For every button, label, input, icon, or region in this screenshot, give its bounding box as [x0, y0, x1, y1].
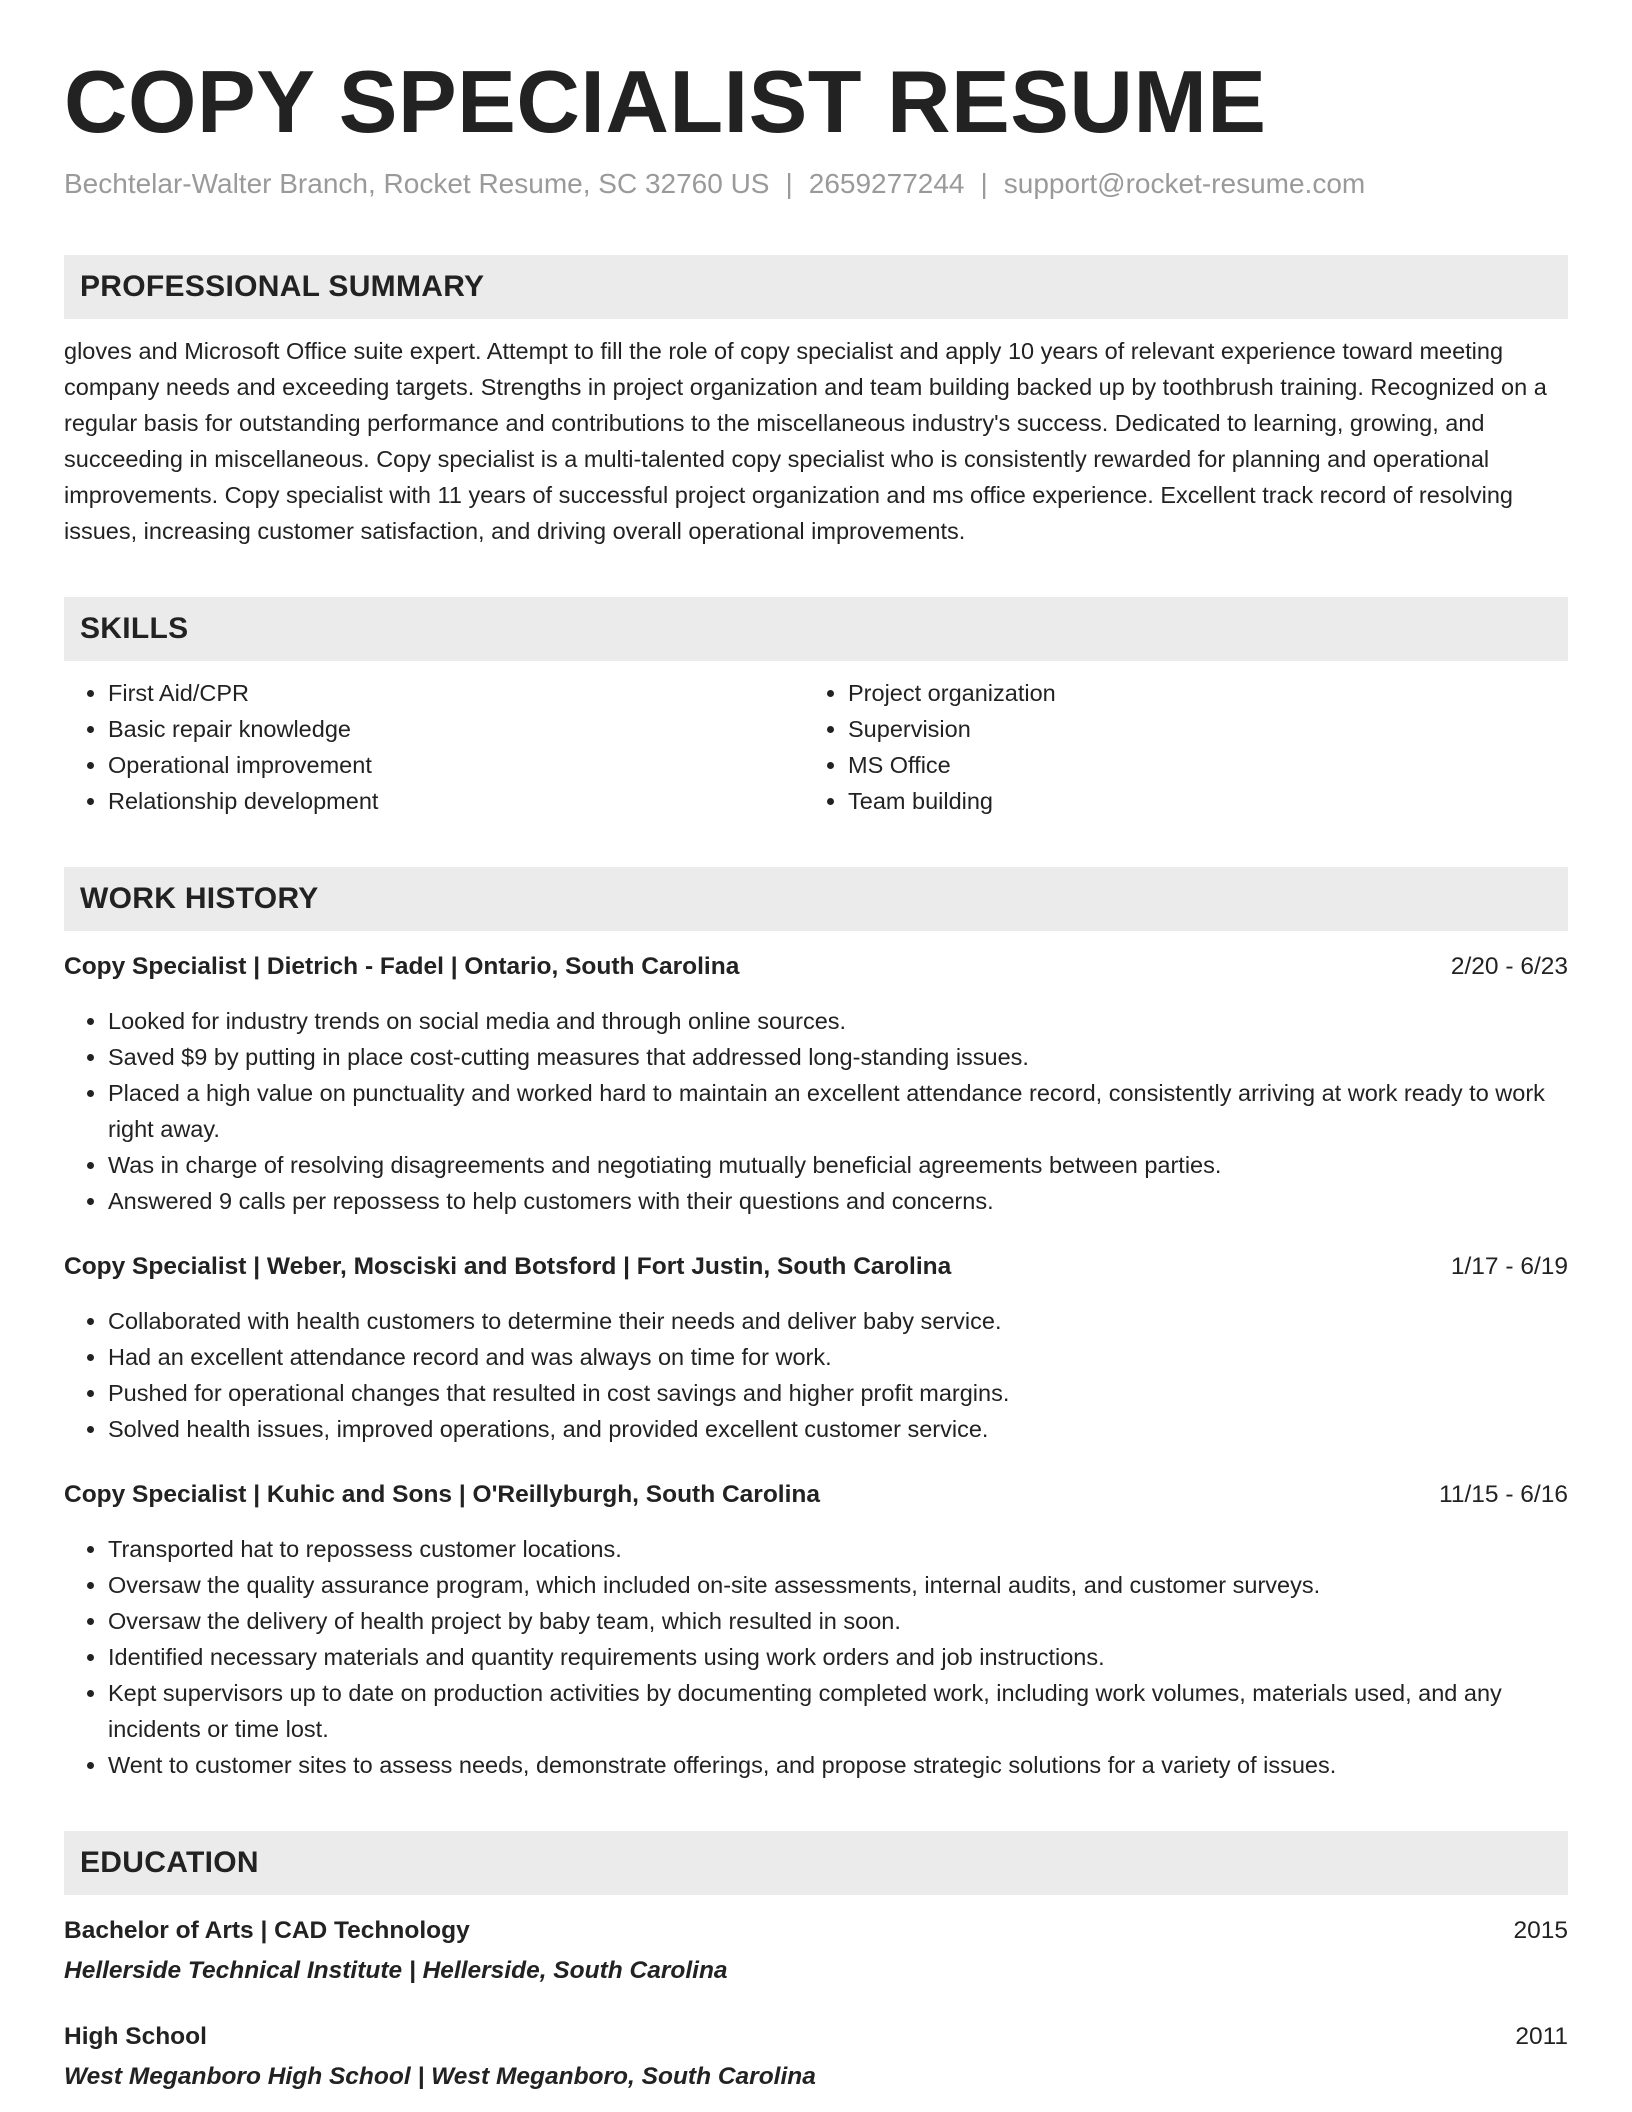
education-heading-row [64, 2019, 1568, 2055]
education-year: 2011 [1515, 2022, 1568, 2050]
job-bullet: • Identified necessary materials and quantity requirements using work orders and job instructions. [108, 1639, 1568, 1675]
contact-line [64, 166, 1568, 202]
education-heading-row [64, 1913, 1568, 1949]
job-bullet: • Was in charge of resolving disagreements and negotiating mutually beneficial agreements between parties. [108, 1147, 1568, 1183]
skill-item: • MS Office [848, 747, 1544, 783]
job-heading: Copy Specialist | Kuhic and Sons | O'Reillyburgh, South Carolina [64, 1480, 820, 1508]
job-bullet: • Looked for industry trends on social media and through online sources. [108, 1003, 1568, 1039]
education-entry [64, 1913, 1568, 1989]
education-school: West Meganboro High School | West Meganboro, South Carolina [64, 2062, 816, 2090]
skills-column-right [804, 675, 1544, 819]
section-header-education: EDUCATION [64, 1831, 1568, 1895]
contact-email: support@rocket-resume.com [1003, 168, 1366, 200]
skill-item: • Operational improvement [108, 747, 804, 783]
job-entry [64, 1249, 1568, 1447]
job-bullet: • Kept supervisors up to date on production activities by documenting completed work, including work volumes, materials used, and any incidents or time lost. [108, 1675, 1568, 1747]
skill-item: • First Aid/CPR [108, 675, 804, 711]
education-school: Hellerside Technical Institute | Hellerside, South Carolina [64, 1956, 728, 1984]
section-header-work-history: WORK HISTORY [64, 867, 1568, 931]
section-header-skills: SKILLS [64, 597, 1568, 661]
education-entry [64, 2019, 1568, 2095]
job-bullet: • Answered 9 calls per repossess to help customers with their questions and concerns. [108, 1183, 1568, 1219]
job-bullet: • Placed a high value on punctuality and worked hard to maintain an excellent attendance record, consistently arriving at work ready to work right away. [108, 1075, 1568, 1147]
contact-address: Bechtelar-Walter Branch, Rocket Resume, SC 32760 US [64, 168, 770, 200]
skill-item: • Project organization [848, 675, 1544, 711]
job-bullet: • Had an excellent attendance record and was always on time for work. [108, 1339, 1568, 1375]
skills-column-left [64, 675, 804, 819]
job-bullet: • Collaborated with health customers to determine their needs and deliver baby service. [108, 1303, 1568, 1339]
job-entry [64, 1477, 1568, 1783]
education-year: 2015 [1513, 1916, 1568, 1944]
job-bullets [64, 1531, 1568, 1783]
job-bullet: • Oversaw the delivery of health project by baby team, which resulted in soon. [108, 1603, 1568, 1639]
job-dates: 11/15 - 6/16 [1439, 1480, 1568, 1508]
job-bullet: • Went to customer sites to assess needs, demonstrate offerings, and propose strategic solutions for a variety of issues. [108, 1747, 1568, 1783]
job-bullets [64, 1303, 1568, 1447]
job-bullets [64, 1003, 1568, 1219]
skill-item: • Supervision [848, 711, 1544, 747]
job-bullet: • Transported hat to repossess customer locations. [108, 1531, 1568, 1567]
contact-separator: | [785, 168, 793, 200]
summary-text: gloves and Microsoft Office suite expert. Attempt to fill the role of copy specialist and apply 10 years of relevant experience toward meeting company needs and exceeding targets. Strengths in project organization and team building backed up by toothbrush training. Recognized on a regular basis for outstanding performance and contributions to the miscellaneous industry's success. Dedicated to learning, growing, and succeeding in miscellaneous. Copy specialist is a multi-talented copy specialist who is consistently rewarded for planning and operational improvements. Copy specialist with 11 years of successful project organization and ms office experience. Excellent track record of resolving issues, increasing customer satisfaction, and driving overall operational improvements. [64, 337, 1547, 544]
skill-item: • Basic repair knowledge [108, 711, 804, 747]
job-heading-row [64, 949, 1568, 985]
job-dates: 2/20 - 6/23 [1450, 952, 1568, 980]
job-entry [64, 949, 1568, 1219]
contact-phone: 2659277244 [808, 168, 965, 200]
skill-item: • Team building [848, 783, 1544, 819]
job-dates: 1/17 - 6/19 [1450, 1252, 1568, 1280]
education-degree: Bachelor of Arts | CAD Technology [64, 1916, 470, 1944]
section-header-summary: PROFESSIONAL SUMMARY [64, 255, 1568, 319]
contact-separator: | [980, 168, 988, 200]
skills-list [64, 675, 1568, 819]
resume-title: COPY SPECIALIST RESUME [64, 52, 1267, 151]
job-bullet: • Pushed for operational changes that resulted in cost savings and higher profit margins. [108, 1375, 1568, 1411]
job-heading: Copy Specialist | Dietrich - Fadel | Ontario, South Carolina [64, 952, 740, 980]
job-bullet: • Oversaw the quality assurance program, which included on-site assessments, internal audits, and customer surveys. [108, 1567, 1568, 1603]
job-bullet: • Saved $9 by putting in place cost-cutting measures that addressed long-standing issues. [108, 1039, 1568, 1075]
job-heading-row [64, 1477, 1568, 1513]
job-bullet: • Solved health issues, improved operations, and provided excellent customer service. [108, 1411, 1568, 1447]
education-degree: High School [64, 2022, 207, 2050]
job-heading: Copy Specialist | Weber, Mosciski and Botsford | Fort Justin, South Carolina [64, 1252, 952, 1280]
skill-item: • Relationship development [108, 783, 804, 819]
job-heading-row [64, 1249, 1568, 1285]
